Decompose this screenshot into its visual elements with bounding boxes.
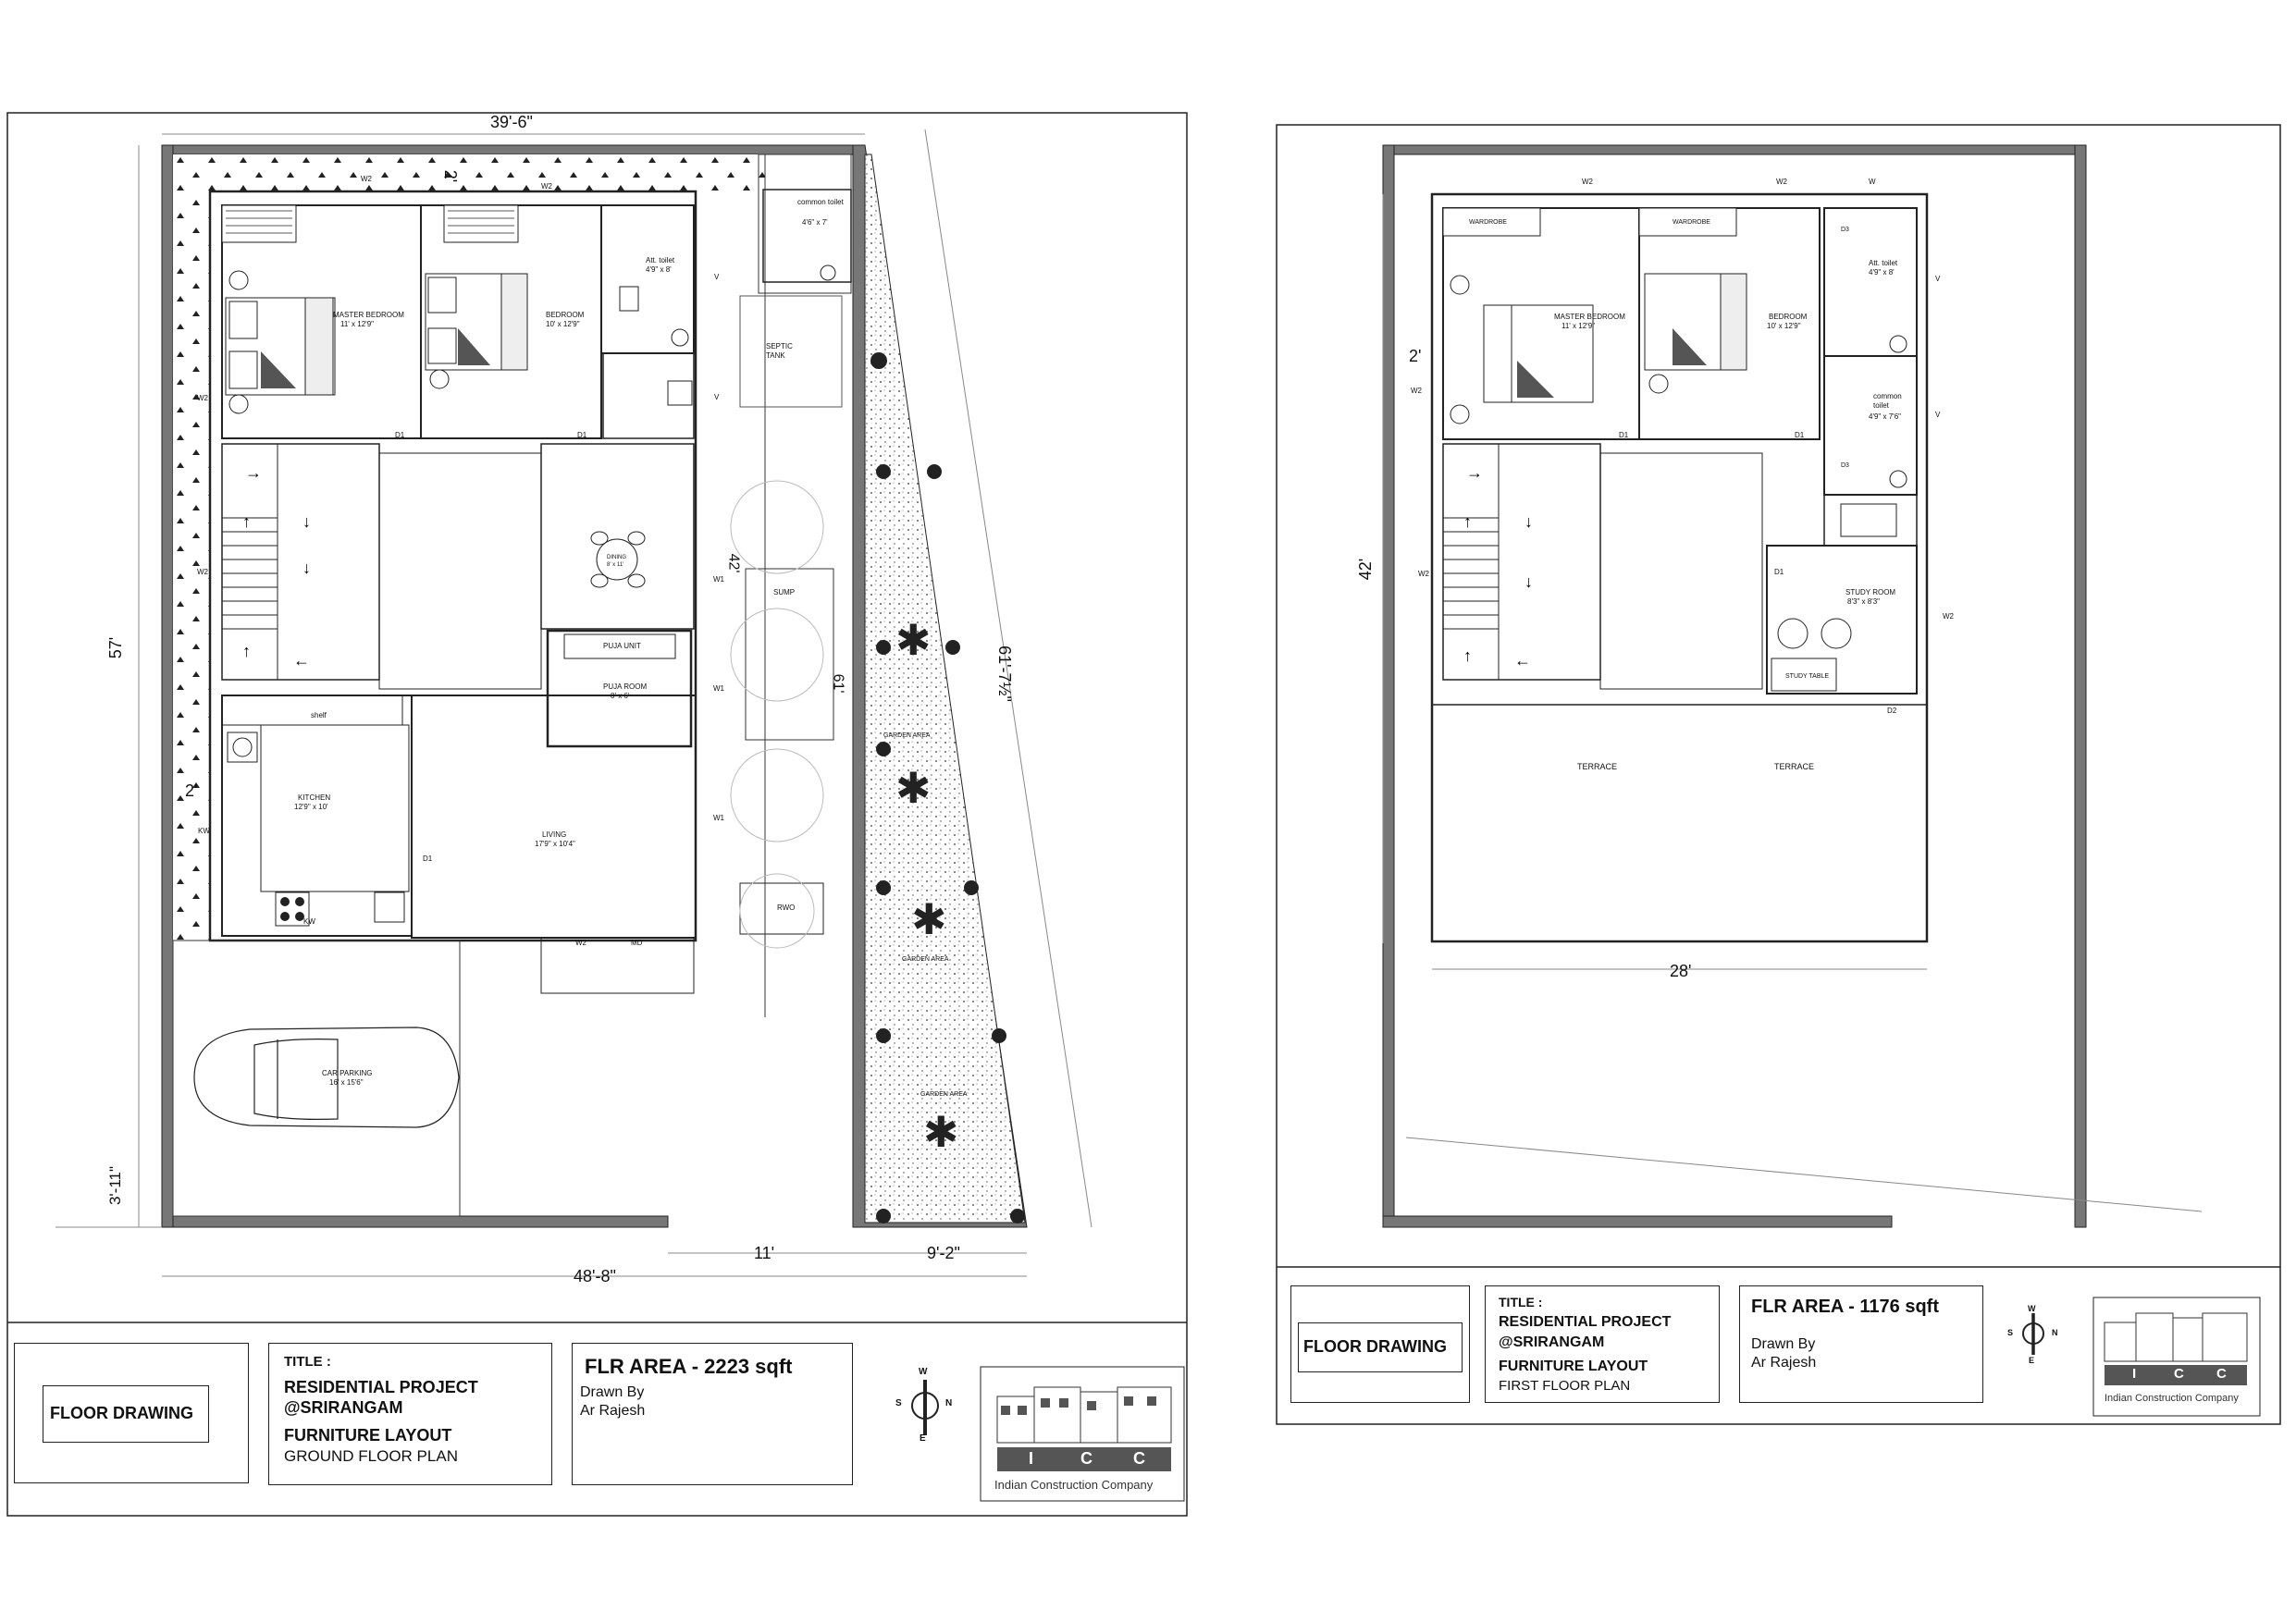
s2-tag-w: W <box>1869 178 1876 186</box>
setback-top <box>173 154 765 191</box>
icc-letter-i: I <box>1029 1449 1034 1468</box>
compass-s: S <box>895 1398 902 1408</box>
dim-top-width: 39'-6" <box>490 113 533 131</box>
s2-tag-d1-1: D1 <box>1619 431 1629 439</box>
tb1-title-label: TITLE : <box>284 1354 331 1370</box>
s2-label-terrace-1: TERRACE <box>1577 762 1618 771</box>
svg-text:↓: ↓ <box>302 559 311 577</box>
s2-tag-w2-2: W2 <box>1776 178 1787 186</box>
s2-tag-d1-2: D1 <box>1795 431 1805 439</box>
icc-letter-c1: C <box>1080 1449 1092 1468</box>
room-size-common-toilet: 4'6" x 7' <box>802 218 828 227</box>
svg-text:←: ← <box>293 651 310 670</box>
tb1-area: FLR AREA - 2223 sqft <box>585 1355 793 1378</box>
tb2-area: FLR AREA - 1176 sqft <box>1751 1297 1939 1317</box>
dim-slant-side: 61'-7½" <box>994 646 1014 702</box>
s2-size-att-toilet: 4'9" x 8' <box>1869 268 1895 277</box>
compass2-e: E <box>2029 1356 2035 1365</box>
compass2-s: S <box>2007 1328 2014 1337</box>
tag-kw-1: KW <box>198 827 210 835</box>
room-label-att-toilet: Att. toilet <box>646 256 675 264</box>
tag-kw-2: KW <box>303 917 315 926</box>
s2-label-wardrobe-2: WARDROBE <box>1673 219 1710 226</box>
icc2-company-name: Indian Construction Company <box>2105 1393 2239 1404</box>
s2-tag-w2-5: W2 <box>1943 612 1954 621</box>
s2-label-common-toilet: common toilet <box>1873 392 1902 410</box>
s2-size-common-toilet: 4'9" x 7'6" <box>1869 412 1901 421</box>
tb1-drawn-by: Ar Rajesh <box>580 1403 646 1419</box>
tag-w1-2: W1 <box>713 684 724 693</box>
room-label-living: LIVING <box>542 830 567 839</box>
icc-company-name: Indian Construction Company <box>994 1478 1154 1492</box>
room-label-shelf: shelf <box>311 711 327 719</box>
tb2-drawn-by: Ar Rajesh <box>1751 1355 1817 1371</box>
dim-side-61: 61' <box>830 673 846 694</box>
room-size-bedroom: 10' x 12'9" <box>546 320 580 328</box>
compass-n: N <box>945 1398 953 1408</box>
s2-label-bedroom: BEDROOM <box>1769 313 1808 321</box>
s2-tag-v-2: V <box>1935 411 1941 419</box>
dim-bottom-right: 9'-2" <box>927 1244 960 1262</box>
att-toilet <box>601 205 694 353</box>
tb1-layout: FURNITURE LAYOUT <box>284 1426 452 1445</box>
room-label-puja-room: PUJA ROOM <box>603 682 648 691</box>
room-label-garden-area-3: GARDEN AREA <box>920 1091 968 1098</box>
s2-tag-d2: D2 <box>1887 707 1897 715</box>
compass-icon <box>912 1380 938 1435</box>
s2-size-study-room: 8'3" x 8'3" <box>1847 597 1880 606</box>
room-size-dining: 8' x 11' <box>607 562 624 568</box>
tb1-plan: GROUND FLOOR PLAN <box>284 1447 458 1465</box>
tag-w2-1: W2 <box>361 175 372 183</box>
svg-text:✱: ✱ <box>923 1108 959 1156</box>
s2-label-study-table: STUDY TABLE <box>1785 673 1830 680</box>
tag-v-1: V <box>714 273 720 281</box>
sheet2-att-toilet <box>1824 208 1917 356</box>
room-label-garden-area-1: GARDEN AREA <box>883 732 931 739</box>
svg-text:↑: ↑ <box>242 642 251 660</box>
svg-text:↑: ↑ <box>242 512 251 531</box>
compass-e: E <box>920 1433 926 1444</box>
tag-w2-2: W2 <box>541 182 552 191</box>
icc2-letter-c1: C <box>2174 1366 2184 1382</box>
tag-d1-3: D1 <box>423 855 433 863</box>
s2-dim-left-top: 2' <box>1409 347 1422 365</box>
master-bed <box>226 298 335 395</box>
kitchen <box>222 695 412 936</box>
dim-left-bottom: 3'-11" <box>106 1165 125 1206</box>
room-size-att-toilet: 4'9" x 8' <box>646 265 672 274</box>
room-label-septic-tank: SEPTIC TANK <box>766 342 793 360</box>
room-label-car-parking: CAR PARKING <box>322 1069 373 1077</box>
s2-tag-d1-3: D1 <box>1774 568 1784 576</box>
s2-label-study-room: STUDY ROOM <box>1845 588 1896 596</box>
s2-tag-w2-4: W2 <box>1418 570 1429 578</box>
s2-dim-left-height: 42' <box>1356 558 1376 581</box>
room-size-puja-room: 8' x 6' <box>611 692 630 700</box>
room-label-puja-unit: PUJA UNIT <box>603 642 641 650</box>
room-size-car-parking: 16' x 15'6" <box>329 1078 364 1087</box>
room-label-bedroom: BEDROOM <box>546 311 585 319</box>
tag-w1-1: W1 <box>713 575 724 584</box>
dim-left-height: 57' <box>106 636 126 659</box>
room-label-dining: DINING <box>607 555 626 560</box>
tb2-layout: FURNITURE LAYOUT <box>1499 1359 1648 1374</box>
room-size-master-bedroom: 11' x 12'9" <box>340 320 374 328</box>
tag-w2-3: W2 <box>197 394 208 402</box>
svg-text:↓: ↓ <box>302 512 311 531</box>
s2-label-master-bedroom: MASTER BEDROOM <box>1554 313 1625 321</box>
svg-text:↓: ↓ <box>1524 512 1533 531</box>
s2-dim-bottom: 28' <box>1670 962 1692 980</box>
compass2-w: W <box>2028 1304 2036 1313</box>
compass-icon-sheet2 <box>2023 1313 2043 1355</box>
tb1-drawn-by-label: Drawn By <box>580 1384 645 1400</box>
svg-text:↑: ↑ <box>1463 646 1472 665</box>
tb2-title-label: TITLE : <box>1499 1295 1543 1309</box>
tb2-project-line1: RESIDENTIAL PROJECT <box>1499 1314 1672 1330</box>
room-label-sump: SUMP <box>773 588 796 596</box>
room-label-kitchen: KITCHEN <box>298 793 331 802</box>
s2-tag-v-1: V <box>1935 275 1941 283</box>
s2-label-att-toilet: Att. toilet <box>1869 259 1898 267</box>
svg-text:↓: ↓ <box>1524 572 1533 591</box>
svg-text:✱: ✱ <box>895 616 932 664</box>
room-label-common-toilet: common toilet <box>797 198 844 206</box>
bedroom-bed <box>426 274 527 370</box>
room-label-master-bedroom: MASTER BEDROOM <box>333 311 404 319</box>
s2-tag-d3-1: D3 <box>1841 227 1849 233</box>
tag-w1-3: W1 <box>713 814 724 822</box>
front-steps <box>541 938 694 993</box>
svg-text:→: → <box>245 463 262 482</box>
tag-md: MD <box>631 939 643 947</box>
s2-size-master-bedroom: 11' x 12'9" <box>1562 322 1595 330</box>
room-size-kitchen: 12'9" x 10' <box>294 803 328 811</box>
sheet2-common-toilet <box>1824 356 1917 495</box>
s2-tag-w2-3: W2 <box>1411 387 1422 395</box>
icc-letter-c2: C <box>1133 1449 1145 1468</box>
compass-w: W <box>919 1367 928 1377</box>
room-size-living: 17'9" x 10'4" <box>535 840 575 848</box>
s2-size-bedroom: 10' x 12'9" <box>1767 322 1801 330</box>
tb2-drawing-type: FLOOR DRAWING <box>1303 1337 1447 1356</box>
icc2-letter-i: I <box>2132 1366 2137 1382</box>
svg-text:→: → <box>1466 463 1483 482</box>
sheet-ground-floor <box>7 113 1187 1516</box>
s2-label-terrace-2: TERRACE <box>1774 762 1815 771</box>
tag-w2-5: W2 <box>575 939 586 947</box>
tb2-drawn-by-label: Drawn By <box>1751 1336 1816 1352</box>
s2-tag-d3-2: D3 <box>1841 462 1849 469</box>
tag-d1-1: D1 <box>395 431 405 439</box>
dim-side-42: 42' <box>725 553 742 573</box>
tb1-drawing-type: FLOOR DRAWING <box>50 1404 193 1422</box>
compass2-n: N <box>2052 1328 2058 1337</box>
icc2-letter-c2: C <box>2216 1366 2227 1382</box>
tb2-plan: FIRST FLOOR PLAN <box>1499 1378 1631 1394</box>
dim-bottom-mid: 11' <box>754 1244 775 1262</box>
dim-bottom-total: 48'-8" <box>574 1267 616 1285</box>
car-icon <box>194 1027 459 1127</box>
svg-text:←: ← <box>1514 651 1531 670</box>
tag-w2-4: W2 <box>197 568 208 576</box>
s2-label-wardrobe-1: WARDROBE <box>1469 219 1507 226</box>
svg-text:✱: ✱ <box>911 895 947 943</box>
svg-text:✱: ✱ <box>895 764 932 812</box>
room-label-garden-area-2: GARDEN AREA <box>902 956 949 963</box>
tb1-project-line2: @SRIRANGAM <box>284 1398 403 1417</box>
room-label-rwo: RWO <box>777 904 796 912</box>
s2-tag-w2-1: W2 <box>1582 178 1593 186</box>
dining-area <box>541 444 694 629</box>
tag-v-2: V <box>714 393 720 401</box>
dim-left-top: 2' <box>441 169 461 183</box>
tb1-project-line1: RESIDENTIAL PROJECT <box>284 1378 478 1396</box>
tb2-project-line2: @SRIRANGAM <box>1499 1334 1605 1350</box>
terrace <box>1432 705 1927 941</box>
dim-left-mid: 2' <box>185 781 198 800</box>
svg-text:↑: ↑ <box>1463 512 1472 531</box>
tag-d1-2: D1 <box>577 431 587 439</box>
living-room <box>412 695 696 938</box>
